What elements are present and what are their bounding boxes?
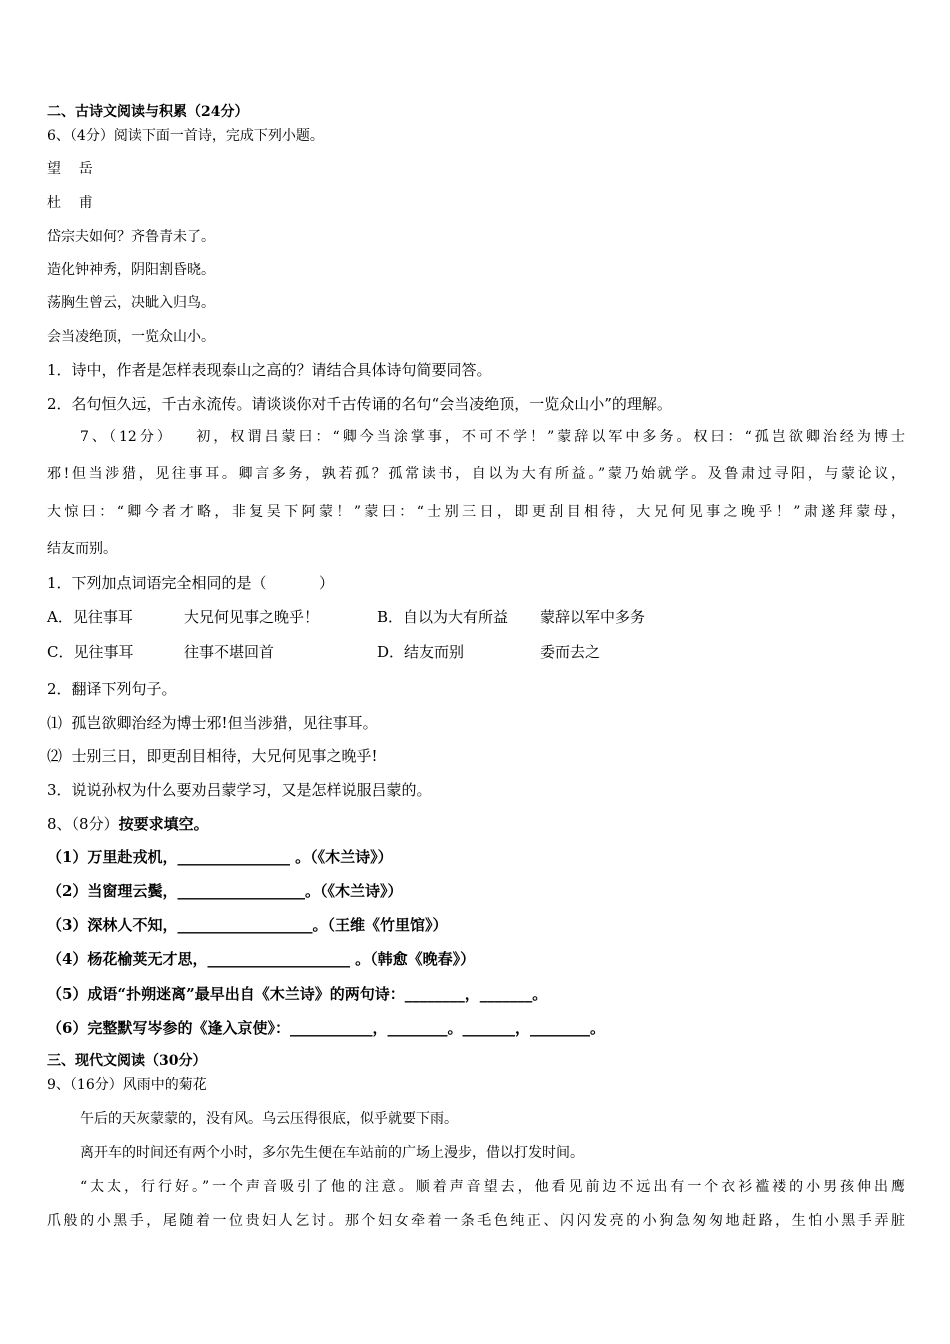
poem-author: 杜 甫 bbox=[47, 195, 93, 211]
option-b-right: 蒙辞以军中多务 bbox=[540, 608, 646, 626]
poem-line: 会当凌绝顶，一览众山小。 bbox=[47, 329, 215, 345]
option-a-left: A．见往事耳 bbox=[47, 608, 133, 626]
question-stem-bold: 按要求填空。 bbox=[118, 815, 209, 833]
passage-line: 午后的天灰蒙蒙的，没有风。乌云压得很底，似乎就要下雨。 bbox=[80, 1111, 458, 1127]
question-stem-prefix: 8、（8分） bbox=[47, 815, 119, 833]
sub-question: 2．名句恒久远，千古永流传。请谈谈你对千古传诵的名句“会当凌绝顶，一览众山小”的理解。 bbox=[47, 395, 672, 413]
question-stem bbox=[47, 815, 209, 834]
option-d-right: 委而去之 bbox=[540, 643, 601, 661]
passage-line: “太太，行行好。”一个声音吸引了他的注意。顺着声音望去，他看见前边不远出有一个衣衫褴褛的小男孩伸出鹰 bbox=[80, 1179, 905, 1195]
option-c-right: 往事不堪回首 bbox=[184, 643, 275, 661]
option-b-left: B．自以为大有所益 bbox=[377, 608, 509, 626]
passage-line: 邪!但当涉猎，见往事耳。卿言多务，孰若孤？孤常读书，自以为大有所益。”蒙乃始就学。及鲁肃过寻阳，与蒙论议， bbox=[47, 466, 905, 482]
poem-title: 望 岳 bbox=[47, 161, 93, 177]
translation-item: ⑴ 孤岂欲卿治经为博士邪!但当涉猎，见往事耳。 bbox=[47, 714, 378, 732]
sub-question: 3．说说孙权为什么要劝吕蒙学习，又是怎样说服吕蒙的。 bbox=[47, 781, 432, 799]
sub-question: 2．翻译下列句子。 bbox=[47, 680, 177, 698]
passage-line: 爪般的小黑手，尾随着一位贵妇人乞讨。那个妇女牵着一条毛色纯正、闪闪发亮的小狗急匆匆地赶路，生怕小黑手弄脏 bbox=[47, 1213, 905, 1229]
question-stem: 6、（4分）阅读下面一首诗，完成下列小题。 bbox=[47, 128, 324, 144]
fill-blank-item: （2）当窗理云鬓，_________________。（《木兰诗》） bbox=[47, 882, 403, 900]
poem-line: 荡胸生曾云，决眦入归鸟。 bbox=[47, 295, 215, 311]
poem-line: 岱宗夫如何？齐鲁青未了。 bbox=[47, 229, 215, 245]
fill-blank-item: （5）成语“扑朔迷离”最早出自《木兰诗》的两句诗：________，_______。 bbox=[47, 985, 548, 1003]
sub-question: 1．下列加点词语完全相同的是（ ） bbox=[47, 574, 334, 592]
fill-blank-item: （3）深林人不知，__________________。（王维《竹里馆》） bbox=[47, 916, 448, 934]
fill-blank-item: （1）万里赴戎机，_______________ 。（《木兰诗》） bbox=[47, 848, 393, 866]
question-stem: 9、（16分）风雨中的菊花 bbox=[47, 1077, 207, 1093]
passage-line: 离开车的时间还有两个小时，多尔先生便在车站前的广场上漫步，借以打发时间。 bbox=[80, 1145, 584, 1161]
passage-line: 结友而别。 bbox=[47, 541, 117, 557]
translation-item: ⑵ 士别三日，即更刮目相待，大兄何见事之晚乎! bbox=[47, 747, 378, 765]
poem-line: 造化钟神秀，阴阳割昏晓。 bbox=[47, 262, 215, 278]
passage-line: 7、（12分） 初，权谓吕蒙曰：“卿今当涂掌事，不可不学！”蒙辞以军中多务。权曰：“孤岂欲卿治经为博士 bbox=[80, 429, 905, 445]
sub-question: 1．诗中，作者是怎样表现泰山之高的？请结合具体诗句简要同答。 bbox=[47, 361, 492, 379]
option-c-left: C．见往事耳 bbox=[47, 643, 134, 661]
fill-blank-item: （4）杨花榆荚无才思，___________________ 。（韩愈《晚春》） bbox=[47, 950, 476, 968]
option-d-left: D．结友而别 bbox=[377, 643, 465, 661]
fill-blank-item: （6）完整默写岑参的《逢入京使》：___________，________。_______，________。 bbox=[47, 1019, 605, 1037]
section-heading: 二、古诗文阅读与积累（24分） bbox=[47, 104, 249, 120]
passage-line: 大惊曰：“卿今者才略，非复吴下阿蒙！”蒙曰：“士别三日，即更刮目相待，大兄何见事之晚乎！”肃遂拜蒙母， bbox=[47, 504, 905, 520]
section-heading: 三、现代文阅读（30分） bbox=[47, 1053, 207, 1069]
option-a-right: 大兄何见事之晚乎！ bbox=[184, 608, 320, 626]
